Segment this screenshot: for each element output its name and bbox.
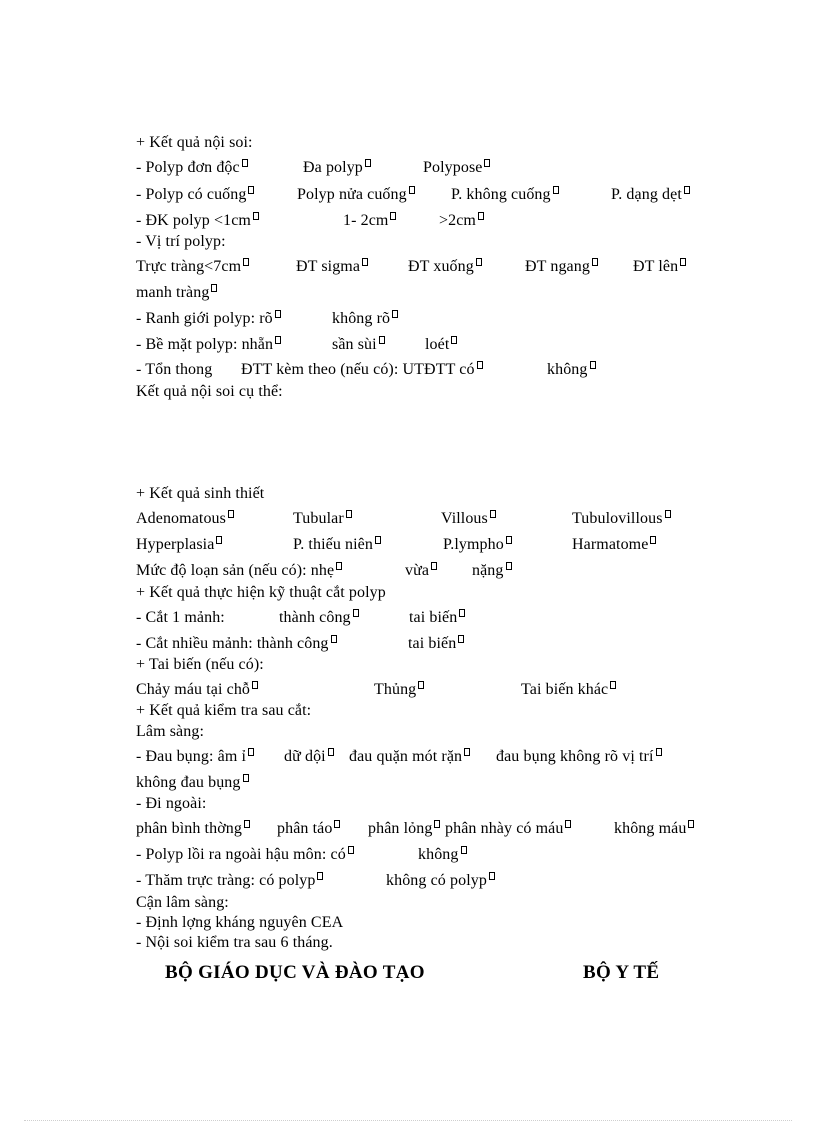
form-option xyxy=(136,681,258,699)
checkbox-icon[interactable] xyxy=(464,748,470,756)
form-option xyxy=(136,383,283,401)
checkbox-icon[interactable] xyxy=(680,258,686,266)
option-label: Tubular xyxy=(293,510,344,527)
form-option xyxy=(633,258,686,276)
checkbox-icon[interactable] xyxy=(331,635,337,643)
form-option xyxy=(441,510,496,528)
option-label: Thủng xyxy=(374,681,417,698)
option-label: phân lỏng xyxy=(368,820,433,837)
option-label: Mức độ loạn sản (nếu có): nhẹ xyxy=(136,562,335,579)
option-label: Tubulovillous xyxy=(572,510,663,527)
option-label: Harmatome xyxy=(572,536,649,553)
form-option xyxy=(472,562,512,580)
option-label: + Kết quả nội soi: xyxy=(136,134,253,151)
option-label: - Cắt 1 mảnh: xyxy=(136,609,225,626)
option-label: - ĐK polyp <1cm xyxy=(136,212,251,229)
form-option xyxy=(136,872,323,890)
checkbox-icon[interactable] xyxy=(334,820,340,828)
option-label: - Bề mặt polyp: nhẵn xyxy=(136,336,274,353)
form-option xyxy=(136,562,342,580)
checkbox-icon[interactable] xyxy=(252,681,258,689)
checkbox-icon[interactable] xyxy=(353,609,359,617)
form-option xyxy=(136,635,337,653)
form-option xyxy=(136,510,234,528)
option-label: + Kết quả sinh thiết xyxy=(136,485,265,502)
form-option xyxy=(136,159,248,177)
checkbox-icon[interactable] xyxy=(484,159,490,167)
checkbox-icon[interactable] xyxy=(248,186,254,194)
option-label: không rõ xyxy=(332,310,391,327)
form-option xyxy=(136,795,206,813)
form-option xyxy=(136,914,343,932)
form-option xyxy=(296,258,368,276)
form-option xyxy=(136,212,259,230)
option-label: Chảy máu tại chỗ xyxy=(136,681,251,698)
form-option xyxy=(425,336,457,354)
checkbox-icon[interactable] xyxy=(477,361,483,369)
checkbox-icon[interactable] xyxy=(216,536,222,544)
option-label: - Polyp lồi ra ngoài hậu môn: có xyxy=(136,846,346,863)
option-label: - Tổn thong xyxy=(136,361,213,378)
form-option xyxy=(241,361,483,379)
checkbox-icon[interactable] xyxy=(650,536,656,544)
form-option xyxy=(496,748,662,766)
form-option xyxy=(409,609,465,627)
option-label: - Định lợng kháng nguyên CEA xyxy=(136,914,344,931)
checkbox-icon[interactable] xyxy=(253,212,259,220)
form-option xyxy=(439,212,484,230)
option-label: Kết quả nội soi cụ thể: xyxy=(136,383,283,400)
option-label: Hyperplasia xyxy=(136,536,215,553)
form-option xyxy=(136,584,386,602)
form-option xyxy=(136,361,212,379)
form-option xyxy=(368,820,440,838)
page-bottom-divider xyxy=(24,1120,792,1121)
footer-ministry-education: BỘ GIÁO DỤC VÀ ĐÀO TẠO xyxy=(165,962,425,983)
checkbox-icon[interactable] xyxy=(451,336,457,344)
option-label: không máu xyxy=(614,820,687,837)
form-option xyxy=(136,609,225,627)
option-label: loét xyxy=(425,336,450,353)
form-option xyxy=(303,159,371,177)
checkbox-icon[interactable] xyxy=(409,186,415,194)
form-option xyxy=(136,748,254,766)
option-label: tai biến xyxy=(409,609,458,626)
option-label: dữ dội xyxy=(284,748,326,765)
option-label: Polyp nửa cuống xyxy=(297,186,407,203)
option-label: P. dạng dẹt xyxy=(611,186,682,203)
form-option xyxy=(572,536,656,554)
option-label: thành công xyxy=(279,609,351,626)
form-option xyxy=(136,310,281,328)
checkbox-icon[interactable] xyxy=(434,820,440,828)
checkbox-icon[interactable] xyxy=(248,748,254,756)
form-option xyxy=(405,562,437,580)
option-label: P.lympho xyxy=(443,536,504,553)
form-option xyxy=(136,536,222,554)
option-label: phân bình thờng xyxy=(136,820,242,837)
option-label: - Nội soi kiểm tra sau 6 tháng. xyxy=(136,934,333,951)
option-label: Đa polyp xyxy=(303,159,363,176)
checkbox-icon[interactable] xyxy=(506,562,512,570)
checkbox-icon[interactable] xyxy=(590,361,596,369)
checkbox-icon[interactable] xyxy=(244,820,250,828)
form-option xyxy=(136,284,217,302)
form-option xyxy=(136,485,264,503)
option-label: ĐT xuống xyxy=(408,258,474,275)
option-label: - Cắt nhiều mảnh: thành công xyxy=(136,635,329,652)
option-label: + Kết quả thực hiện kỹ thuật cắt polyp xyxy=(136,584,386,601)
form-option xyxy=(332,336,385,354)
option-label: manh tràng xyxy=(136,284,210,301)
form-option xyxy=(136,656,264,674)
checkbox-icon[interactable] xyxy=(565,820,571,828)
form-option xyxy=(611,186,690,204)
form-option xyxy=(136,233,226,251)
form-option xyxy=(136,820,250,838)
checkbox-icon[interactable] xyxy=(375,536,381,544)
form-option xyxy=(423,159,490,177)
checkbox-icon[interactable] xyxy=(431,562,437,570)
form-option xyxy=(293,536,381,554)
form-option xyxy=(374,681,424,699)
checkbox-icon[interactable] xyxy=(275,310,281,318)
form-option xyxy=(445,820,571,838)
form-option xyxy=(451,186,559,204)
option-label: ĐTT kèm theo (nếu có): UTĐTT có xyxy=(241,361,475,378)
checkbox-icon[interactable] xyxy=(328,748,334,756)
option-label: không đau bụng xyxy=(136,774,241,791)
form-option xyxy=(136,774,249,792)
checkbox-icon[interactable] xyxy=(418,681,424,689)
checkbox-icon[interactable] xyxy=(365,159,371,167)
checkbox-icon[interactable] xyxy=(461,846,467,854)
option-label: tai biến xyxy=(408,635,457,652)
option-label: Villous xyxy=(441,510,488,527)
form-option xyxy=(136,723,204,741)
option-label: không xyxy=(418,846,459,863)
form-option xyxy=(443,536,512,554)
checkbox-icon[interactable] xyxy=(362,258,368,266)
checkbox-icon[interactable] xyxy=(592,258,598,266)
form-option xyxy=(418,846,467,864)
form-option xyxy=(136,894,229,912)
option-label: P. thiếu niên xyxy=(293,536,373,553)
option-label: Trực tràng<7cm xyxy=(136,258,242,275)
footer-ministry-health: BỘ Y TẾ xyxy=(583,962,660,983)
option-label: ĐT lên xyxy=(633,258,679,275)
form-option xyxy=(408,258,482,276)
form-option xyxy=(349,748,470,766)
form-option xyxy=(136,934,333,952)
checkbox-icon[interactable] xyxy=(392,310,398,318)
checkbox-icon[interactable] xyxy=(478,212,484,220)
option-label: phân nhày có máu xyxy=(445,820,564,837)
checkbox-icon[interactable] xyxy=(506,536,512,544)
checkbox-icon[interactable] xyxy=(348,846,354,854)
checkbox-icon[interactable] xyxy=(317,872,323,880)
option-label: - Thăm trực tràng: có polyp xyxy=(136,872,316,889)
checkbox-icon[interactable] xyxy=(243,774,249,782)
option-label: >2cm xyxy=(439,212,476,229)
form-option xyxy=(136,258,249,276)
checkbox-icon[interactable] xyxy=(243,258,249,266)
checkbox-icon[interactable] xyxy=(390,212,396,220)
form-option xyxy=(572,510,671,528)
form-option xyxy=(525,258,598,276)
option-label: - Polyp có cuống xyxy=(136,186,247,203)
checkbox-icon[interactable] xyxy=(346,510,352,518)
checkbox-icon[interactable] xyxy=(336,562,342,570)
form-option xyxy=(408,635,464,653)
checkbox-icon[interactable] xyxy=(275,336,281,344)
checkbox-icon[interactable] xyxy=(490,510,496,518)
form-option xyxy=(136,336,281,354)
form-option xyxy=(136,846,354,864)
option-label: - Polyp đơn độc xyxy=(136,159,240,176)
checkbox-icon[interactable] xyxy=(688,820,694,828)
form-option xyxy=(279,609,359,627)
form-option xyxy=(343,212,396,230)
option-label: không xyxy=(547,361,588,378)
form-option xyxy=(284,748,334,766)
checkbox-icon[interactable] xyxy=(489,872,495,880)
form-option xyxy=(386,872,495,890)
checkbox-icon[interactable] xyxy=(228,510,234,518)
option-label: 1- 2cm xyxy=(343,212,389,229)
form-option xyxy=(547,361,596,379)
checkbox-icon[interactable] xyxy=(379,336,385,344)
checkbox-icon[interactable] xyxy=(211,284,217,292)
option-label: - Ranh giới polyp: rõ xyxy=(136,310,273,327)
option-label: Cận lâm sàng: xyxy=(136,894,229,911)
option-label: nặng xyxy=(472,562,504,579)
form-option xyxy=(136,702,311,720)
option-label: - Vị trí polyp: xyxy=(136,233,226,250)
option-label: - Đi ngoài: xyxy=(136,795,207,812)
option-label: không có polyp xyxy=(386,872,487,889)
form-option xyxy=(136,134,253,152)
checkbox-icon[interactable] xyxy=(459,609,465,617)
form-option xyxy=(297,186,415,204)
form-option xyxy=(521,681,616,699)
option-label: ĐT ngang xyxy=(525,258,590,275)
option-label: + Kết quả kiểm tra sau cắt: xyxy=(136,702,312,719)
form-option xyxy=(136,186,254,204)
checkbox-icon[interactable] xyxy=(656,748,662,756)
option-label: đau quặn mót rặn xyxy=(349,748,463,765)
checkbox-icon[interactable] xyxy=(610,681,616,689)
option-label: Adenomatous xyxy=(136,510,226,527)
option-label: - Đau bụng: âm ỉ xyxy=(136,748,247,765)
option-label: ĐT sigma xyxy=(296,258,361,275)
checkbox-icon[interactable] xyxy=(476,258,482,266)
option-label: phân táo xyxy=(277,820,333,837)
option-label: Polypose xyxy=(423,159,483,176)
form-option xyxy=(332,310,398,328)
checkbox-icon[interactable] xyxy=(684,186,690,194)
option-label: đau bụng không rõ vị trí xyxy=(496,748,654,765)
checkbox-icon[interactable] xyxy=(242,159,248,167)
form-option xyxy=(277,820,340,838)
option-label: Lâm sàng: xyxy=(136,723,204,740)
checkbox-icon[interactable] xyxy=(553,186,559,194)
form-option xyxy=(614,820,694,838)
option-label: Tai biến khác xyxy=(521,681,609,698)
checkbox-icon[interactable] xyxy=(458,635,464,643)
option-label: vừa xyxy=(405,562,430,579)
checkbox-icon[interactable] xyxy=(665,510,671,518)
option-label: sần sùi xyxy=(332,336,377,353)
form-option xyxy=(293,510,352,528)
option-label: P. không cuống xyxy=(451,186,551,203)
option-label: + Tai biến (nếu có): xyxy=(136,656,264,673)
